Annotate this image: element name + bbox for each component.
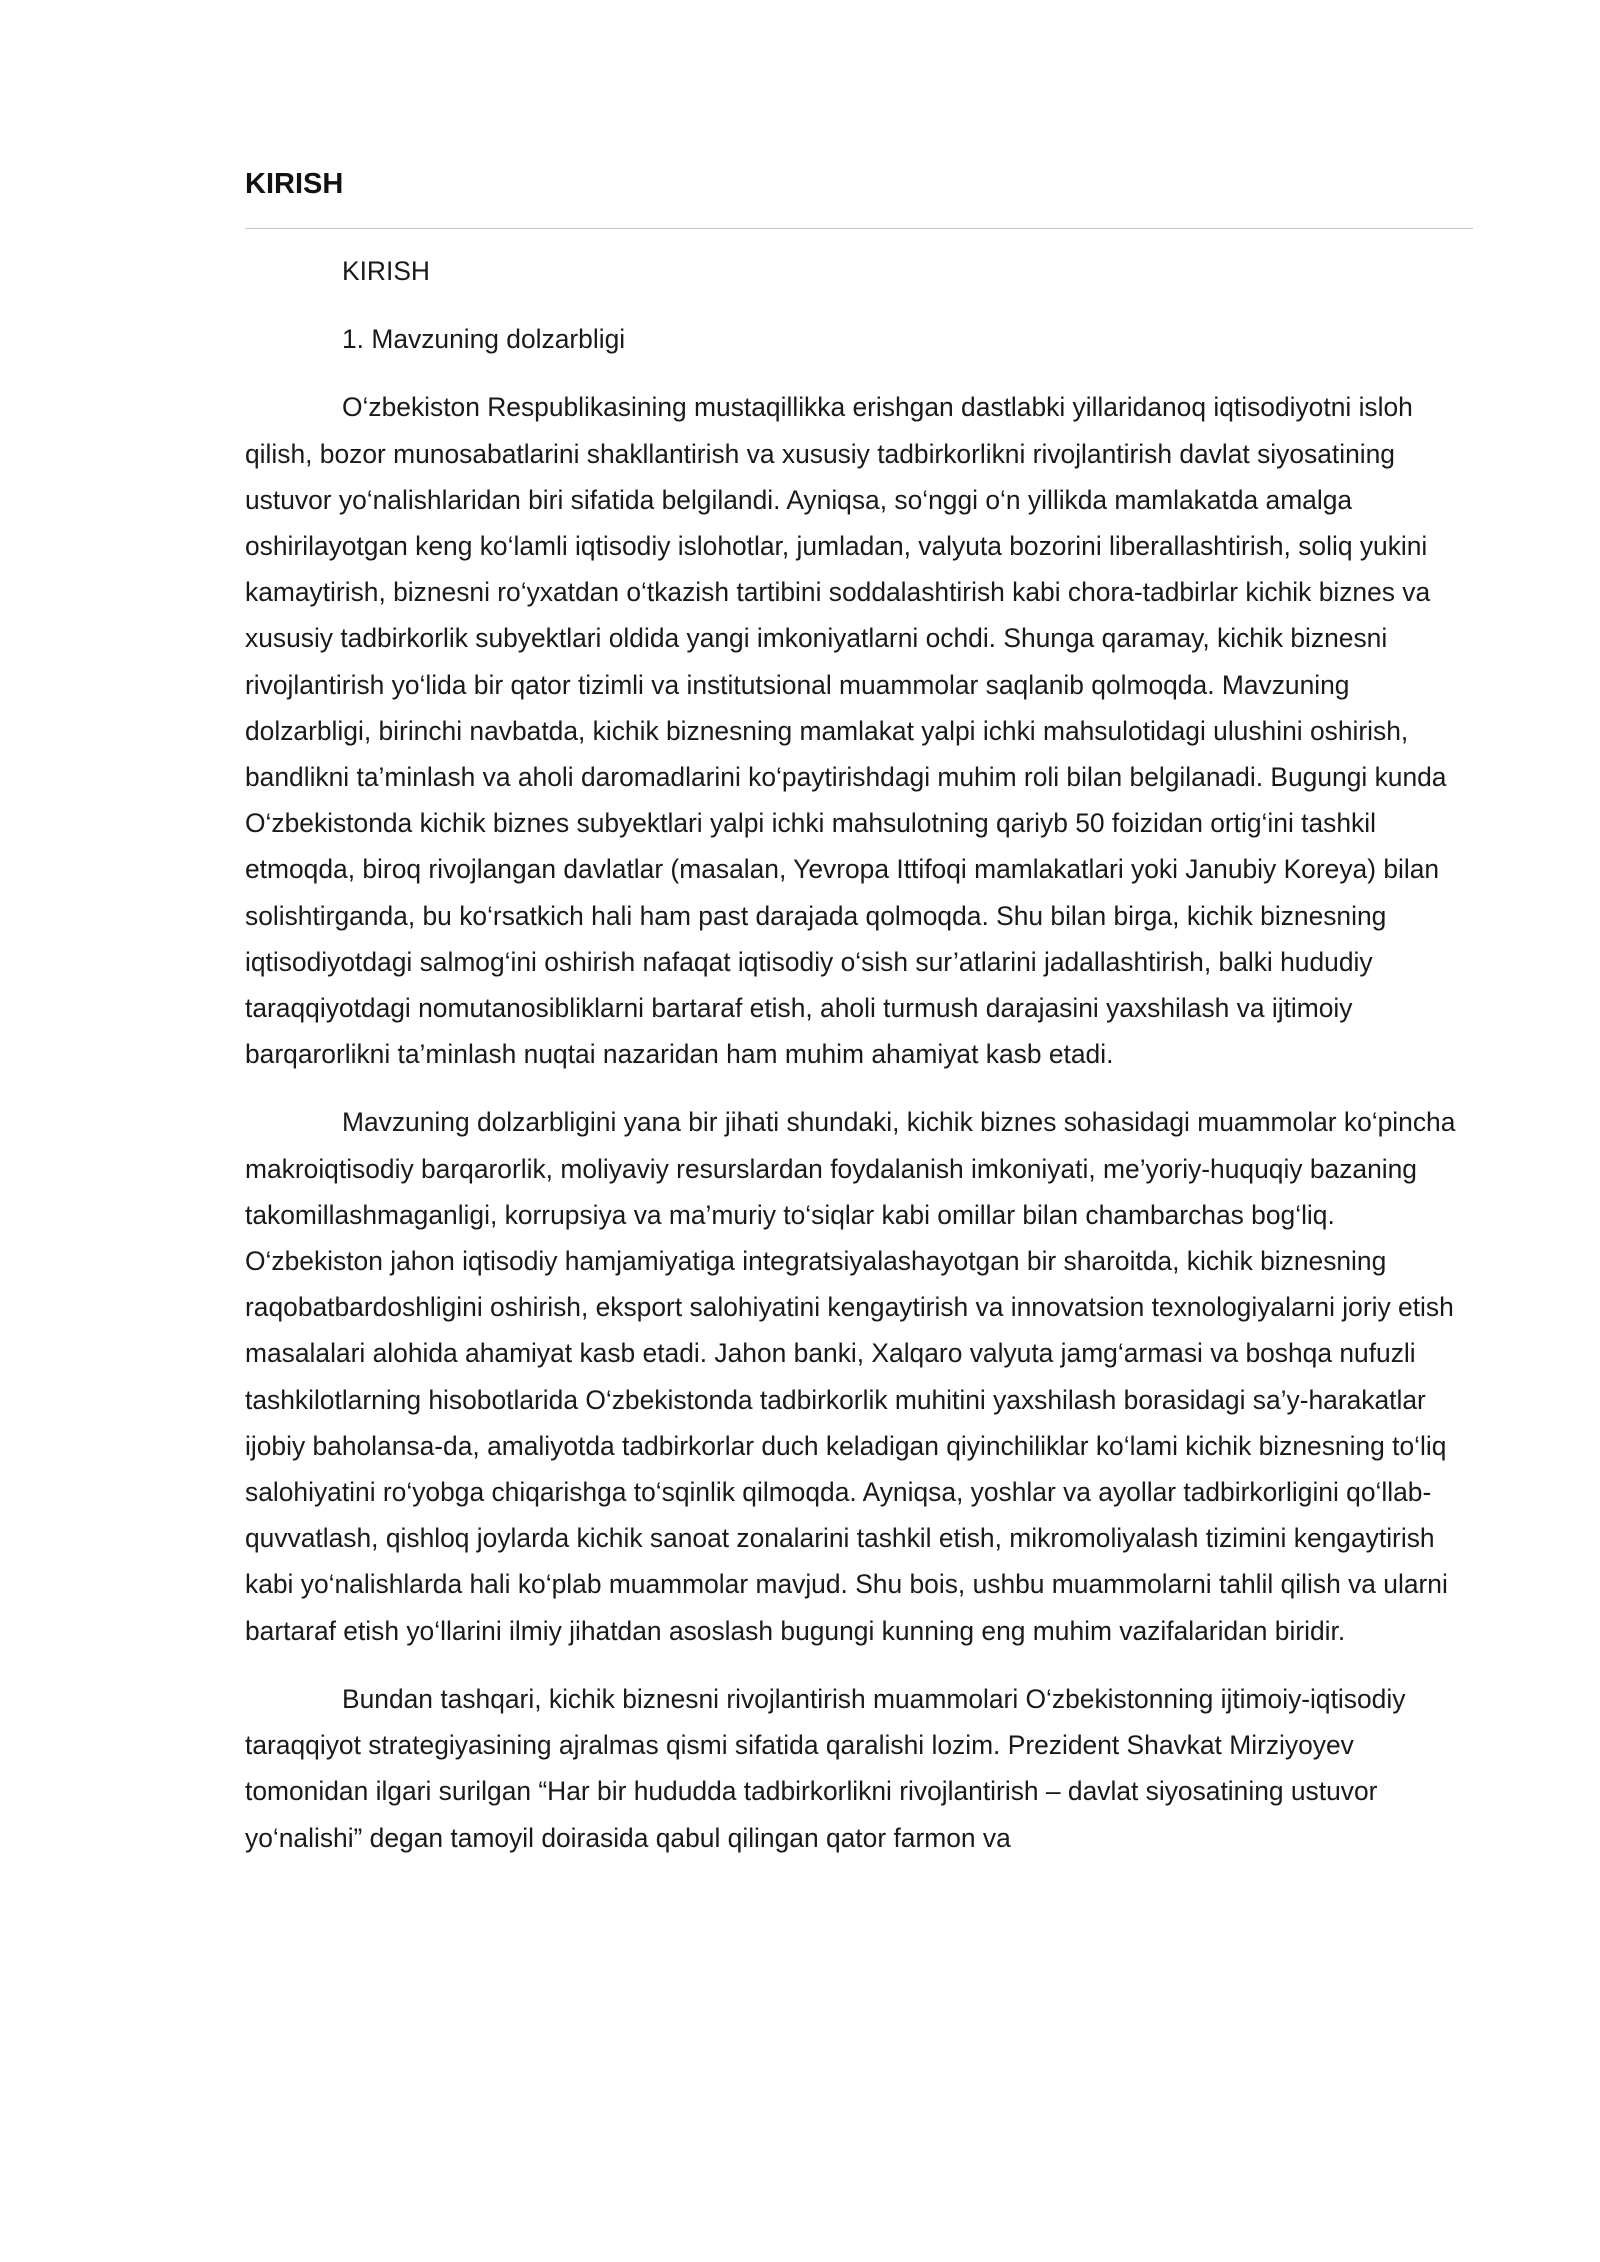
paragraph-2: Mavzuning dolzarbligini yana bir jihati shundaki, kichik biznes sohasidagi muammolar ko‘pincha makroiqtisodiy barqarorlik, moliyaviy resurslardan foydalanish imkoniyati, me’yoriy-huquqiy bazaning takomillashmaganligi, korrupsiya va ma’muriy to‘siqlar kabi omillar bilan chambarchas bog‘liq. O‘zbekiston jahon iqtisodiy hamjamiyatiga integratsiyalashayotgan bir sharoitda, kichik biznesning raqobatbardoshligini oshirish, eksport salohiyatini kengaytirish va innovatsion texnologiyalarni joriy etish masalalari alohida ahamiyat kasb etadi. Jahon banki, Xalqaro valyuta jamg‘armasi va boshqa nufuzli tashkilotlarning hisobotlarida O‘zbekistonda tadbirkorlik muhitini yaxshilash borasidagi sa’y-harakatlar ijobiy baholansa-da, amaliyotda tadbirkorlar duch keladigan qiyinchiliklar ko‘lami kichik biznesning to‘liq salohiyatini ro‘yobga chiqarishga to‘sqinlik qilmoqda. Ayniqsa, yoshlar va ayollar tadbirkorligini qo‘llab-quvvatlash, qishloq joylarda kichik sanoat zonalarini tashkil etish, mikromoliyalash tizimini kengaytirish kabi yo‘nalishlarda hali ko‘plab muammolar mavjud. Shu bois, ushbu muammolarni tahlil qilish va ularni bartaraf etish yo‘llarini ilmiy jihatdan asoslash bugungi kunning eng muhim vazifalaridan biridir. xyxy=(245,1107,1456,1646)
heading-divider xyxy=(245,228,1473,229)
subheading: KIRISH xyxy=(342,256,430,286)
document-page xyxy=(245,0,1475,2262)
section-title: 1. Mavzuning dolzarbligi xyxy=(342,324,626,355)
page-heading: KIRISH xyxy=(245,168,344,200)
document-body xyxy=(245,248,1473,1883)
paragraph-3: Bundan tashqari, kichik biznesni rivojlantirish muammolari O‘zbekistonning ijtimoiy-iqtisodiy taraqqiyot strategiyasining ajralmas qismi sifatida qaralishi lozim. Prezident Shavkat Mirziyoyev tomonidan ilgari surilgan “Har bir hududda tadbirkorlikni rivojlantirish – davlat siyosatining ustuvor yo‘nalishi” degan tamoyil doirasida qabul qilingan qator farmon va xyxy=(245,1683,1406,1853)
paragraph-1: O‘zbekiston Respublikasining mustaqillikka erishgan dastlabki yillaridanoq iqtisodiyotni isloh qilish, bozor munosabatlarini shakllantirish va xususiy tadbirkorlikni rivojlantirish davlat siyosatining ustuvor yo‘nalishlaridan biri sifatida belgilandi. Ayniqsa, so‘nggi o‘n yillikda mamlakatda amalga oshirilayotgan keng ko‘lamli iqtisodiy islohotlar, jumladan, valyuta bozorini liberallashtirish, soliq yukini kamaytirish, biznesni ro‘yxatdan o‘tkazish tartibini soddalashtirish kabi chora-tadbirlar kichik biznes va xususiy tadbirkorlik subyektlari oldida yangi imkoniyatlarni ochdi. Shunga qaramay, kichik biznesni rivojlantirish yo‘lida bir qator tizimli va institutsional muammolar saqlanib qolmoqda. Mavzuning dolzarbligi, birinchi navbatda, kichik biznesning mamlakat yalpi ichki mahsulotidagi ulushini oshirish, bandlikni ta’minlash va aholi daromadlarini ko‘paytirishdagi muhim roli bilan belgilanadi. Bugungi kunda O‘zbekistonda kichik biznes subyektlari yalpi ichki mahsulotning qariyb 50 foizidan ortig‘ini tashkil etmoqda, biroq rivojlangan davlatlar (masalan, Yevropa Ittifoqi mamlakatlari yoki Janubiy Koreya) bilan solishtirganda, bu ko‘rsatkich hali ham past darajada qolmoqda. Shu bilan birga, kichik biznesning iqtisodiyotdagi salmog‘ini oshirish nafaqat iqtisodiy o‘sish sur’atlarini jadallashtirish, balki hududiy taraqqiyotdagi nomutanosibliklarni bartaraf etish, aholi turmush darajasini yaxshilash va ijtimoiy barqarorlikni ta’minlash nuqtai nazaridan ham muhim ahamiyat kasb etadi. xyxy=(245,392,1447,1070)
